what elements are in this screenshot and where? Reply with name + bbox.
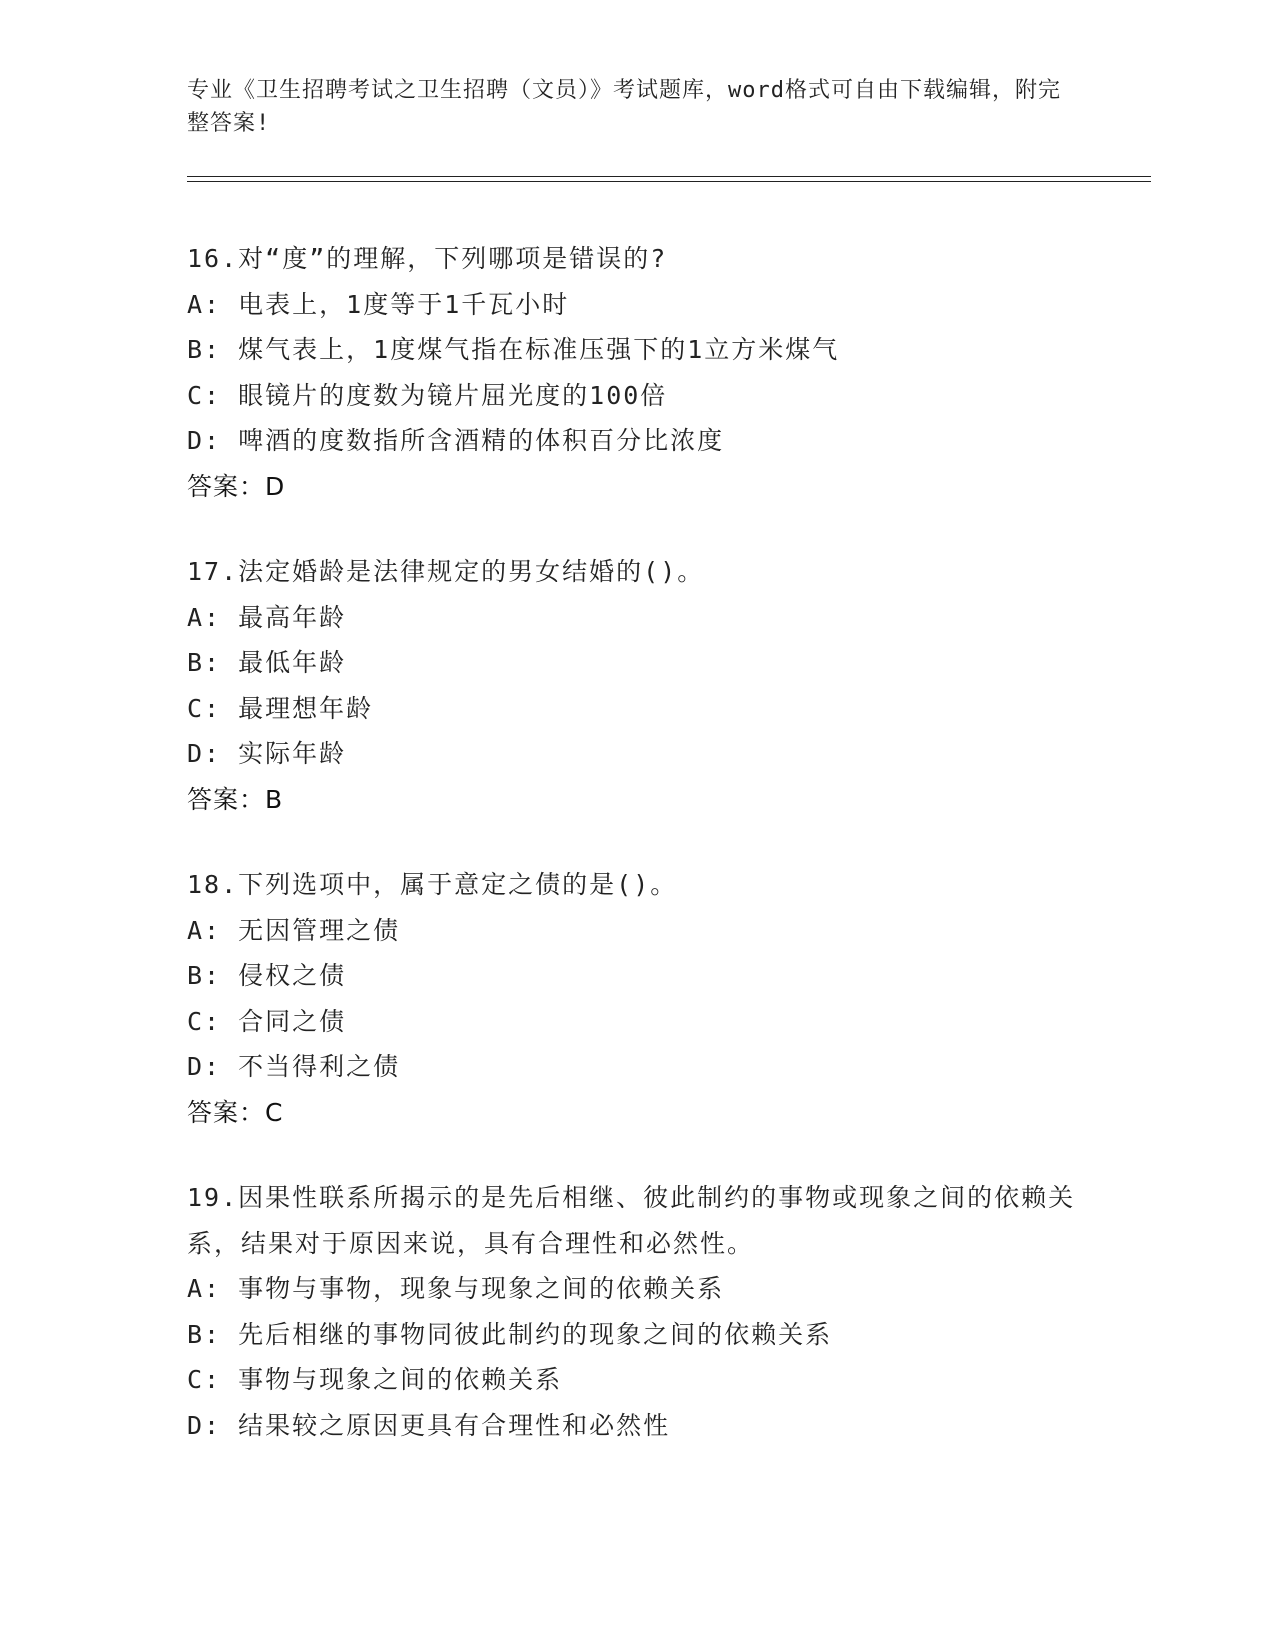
option-text: 侵权之债 <box>238 961 347 990</box>
header-divider <box>187 176 1151 182</box>
option-text: 先后相继的事物同彼此制约的现象之间的依赖关系 <box>238 1319 833 1349</box>
option-text: 眼镜片的度数为镜片屈光度的100倍 <box>238 380 668 410</box>
option-text: 最低年龄 <box>238 648 347 677</box>
option-letter: C: <box>187 1006 239 1036</box>
question-17 <box>187 549 1087 822</box>
question-stem: 16.对“度”的理解，下列哪项是错误的? <box>187 244 668 273</box>
option-letter: C: <box>187 380 239 410</box>
option-letter: A: <box>187 1274 239 1303</box>
answer: 答案：C <box>187 1097 284 1127</box>
document-header: 专业《卫生招聘考试之卫生招聘（文员）》考试题库，word格式可自由下载编辑，附完整答案! <box>187 78 1061 136</box>
option-d <box>187 418 1087 464</box>
option-text: 结果较之原因更具有合理性和必然性 <box>238 1410 671 1440</box>
option-c <box>187 373 1087 419</box>
option-letter: C: <box>187 693 239 723</box>
option-letter: B: <box>187 648 239 677</box>
option-letter: B: <box>187 961 239 990</box>
option-text: 最理想年龄 <box>238 693 374 723</box>
option-letter: B: <box>187 335 239 364</box>
option-c <box>187 1357 1087 1403</box>
option-letter: A: <box>187 289 239 319</box>
question-stem: 18.下列选项中，属于意定之债的是()。 <box>187 870 678 899</box>
option-letter: D: <box>187 739 239 768</box>
option-b <box>187 953 1087 999</box>
option-d <box>187 1403 1087 1449</box>
question-stem: 19.因果性联系所揭示的是先后相继、彼此制约的事物或现象之间的依赖关系，结果对于原因来说，具有合理性和必然性。 <box>187 1183 1076 1258</box>
option-letter: D: <box>187 1052 239 1081</box>
option-c <box>187 686 1087 732</box>
option-c <box>187 999 1087 1045</box>
option-text: 煤气表上，1度煤气指在标准压强下的1立方米煤气 <box>238 335 840 364</box>
option-letter: C: <box>187 1365 239 1394</box>
option-letter: D: <box>187 426 239 455</box>
question-19 <box>187 1175 1087 1448</box>
option-a <box>187 908 1087 954</box>
option-a <box>187 1266 1087 1312</box>
answer: 答案：D <box>187 471 286 501</box>
option-text: 事物与事物，现象与现象之间的依赖关系 <box>238 1274 725 1303</box>
option-letter: A: <box>187 915 239 945</box>
option-text: 电表上，1度等于1千瓦小时 <box>238 289 570 319</box>
option-b <box>187 640 1087 686</box>
option-text: 无因管理之债 <box>238 915 401 945</box>
option-text: 啤酒的度数指所含酒精的体积百分比浓度 <box>238 426 725 455</box>
option-letter: B: <box>187 1319 239 1349</box>
question-list <box>187 236 1087 1488</box>
option-letter: A: <box>187 602 239 632</box>
question-18 <box>187 862 1087 1135</box>
option-a <box>187 282 1087 328</box>
question-stem: 17.法定婚龄是法律规定的男女结婚的()。 <box>187 557 705 586</box>
option-text: 合同之债 <box>238 1006 347 1036</box>
option-a <box>187 595 1087 641</box>
question-16 <box>187 236 1087 509</box>
option-letter: D: <box>187 1410 239 1440</box>
option-b <box>187 327 1087 373</box>
option-text: 不当得利之债 <box>238 1052 401 1081</box>
option-b <box>187 1312 1087 1358</box>
option-d <box>187 1044 1087 1090</box>
option-text: 事物与现象之间的依赖关系 <box>238 1365 563 1394</box>
option-text: 实际年龄 <box>238 739 347 768</box>
answer: 答案：B <box>187 784 284 814</box>
option-d <box>187 731 1087 777</box>
option-text: 最高年龄 <box>238 602 347 632</box>
